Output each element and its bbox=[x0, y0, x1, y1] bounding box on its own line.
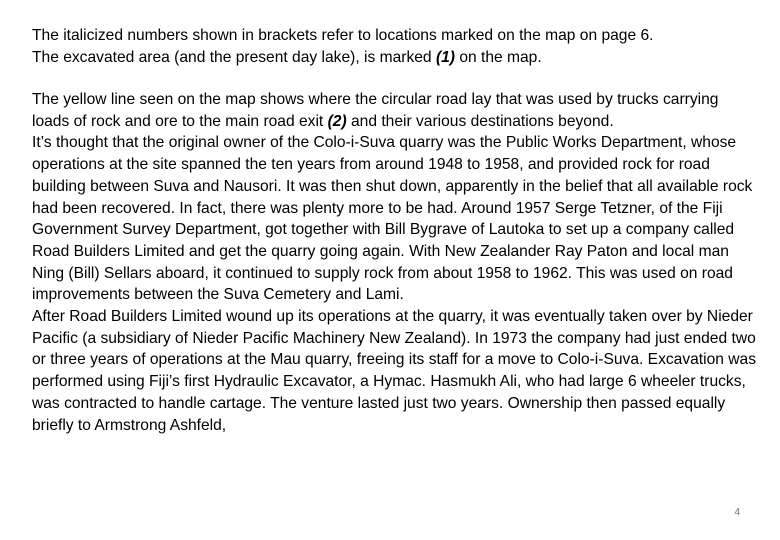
intro-section bbox=[32, 25, 757, 68]
location-ref-2: (2) bbox=[327, 112, 347, 130]
body-section bbox=[32, 89, 757, 436]
paragraph-road-end: and their various destinations beyond. bbox=[346, 112, 614, 130]
paragraph-history: It’s thought that the original owner of the Colo-i-Suva quarry was the Public Works Department, whose operations at the site spanned the ten years from around 1948 to 1958, and provided rock for road building between Suva and Nausori. It was then shut down, apparently in the belief that all available rock had been recovered. In fact, there was plenty more to be had. Around 1957 Serge Tetzner, of the Fiji Government Survey Department, got together with Bill Bygrave of Lautoka to set up a company called Road Builders Limited and get the quarry going again. With New Zealander Ray Paton and local man Ning (Bill) Sellars aboard, it continued to supply rock from about 1958 to 1962. This was used on road improvements between the Suva Cemetery and Lami. bbox=[32, 134, 753, 304]
location-ref-1: (1) bbox=[435, 48, 455, 66]
intro-line-2 bbox=[32, 47, 757, 69]
intro-line-1: The italicized numbers shown in brackets refer to locations marked on the map on page 6. bbox=[32, 27, 654, 44]
intro-line-2-text: The excavated area (and the present day lake), is marked bbox=[32, 48, 436, 66]
page-number: 4 bbox=[734, 507, 740, 518]
paragraph-road bbox=[32, 89, 757, 132]
intro-line-2-end: on the map. bbox=[455, 48, 542, 66]
paragraph-road-text: The yellow line seen on the map shows where the circular road lay that was used by trucks carrying loads of rock and ore to the main road exit bbox=[32, 91, 719, 130]
paragraph-nieder-pacific: After Road Builders Limited wound up its operations at the quarry, it was eventually taken over by Nieder Pacific (a subsidiary of Nieder Pacific Machinery New Zealand). In 1973 the company had just ended two or three years of operations at the Mau quarry, freeing its staff for a move to Colo-i-Suva. Excavation was performed using Fiji’s first Hydraulic Excavator, a Hymac. Hasmukh Ali, who had large 6 wheeler trucks, was contracted to handle cartage. The venture lasted just two years. Ownership then passed equally briefly to Armstrong Ashfeld, bbox=[32, 308, 757, 434]
